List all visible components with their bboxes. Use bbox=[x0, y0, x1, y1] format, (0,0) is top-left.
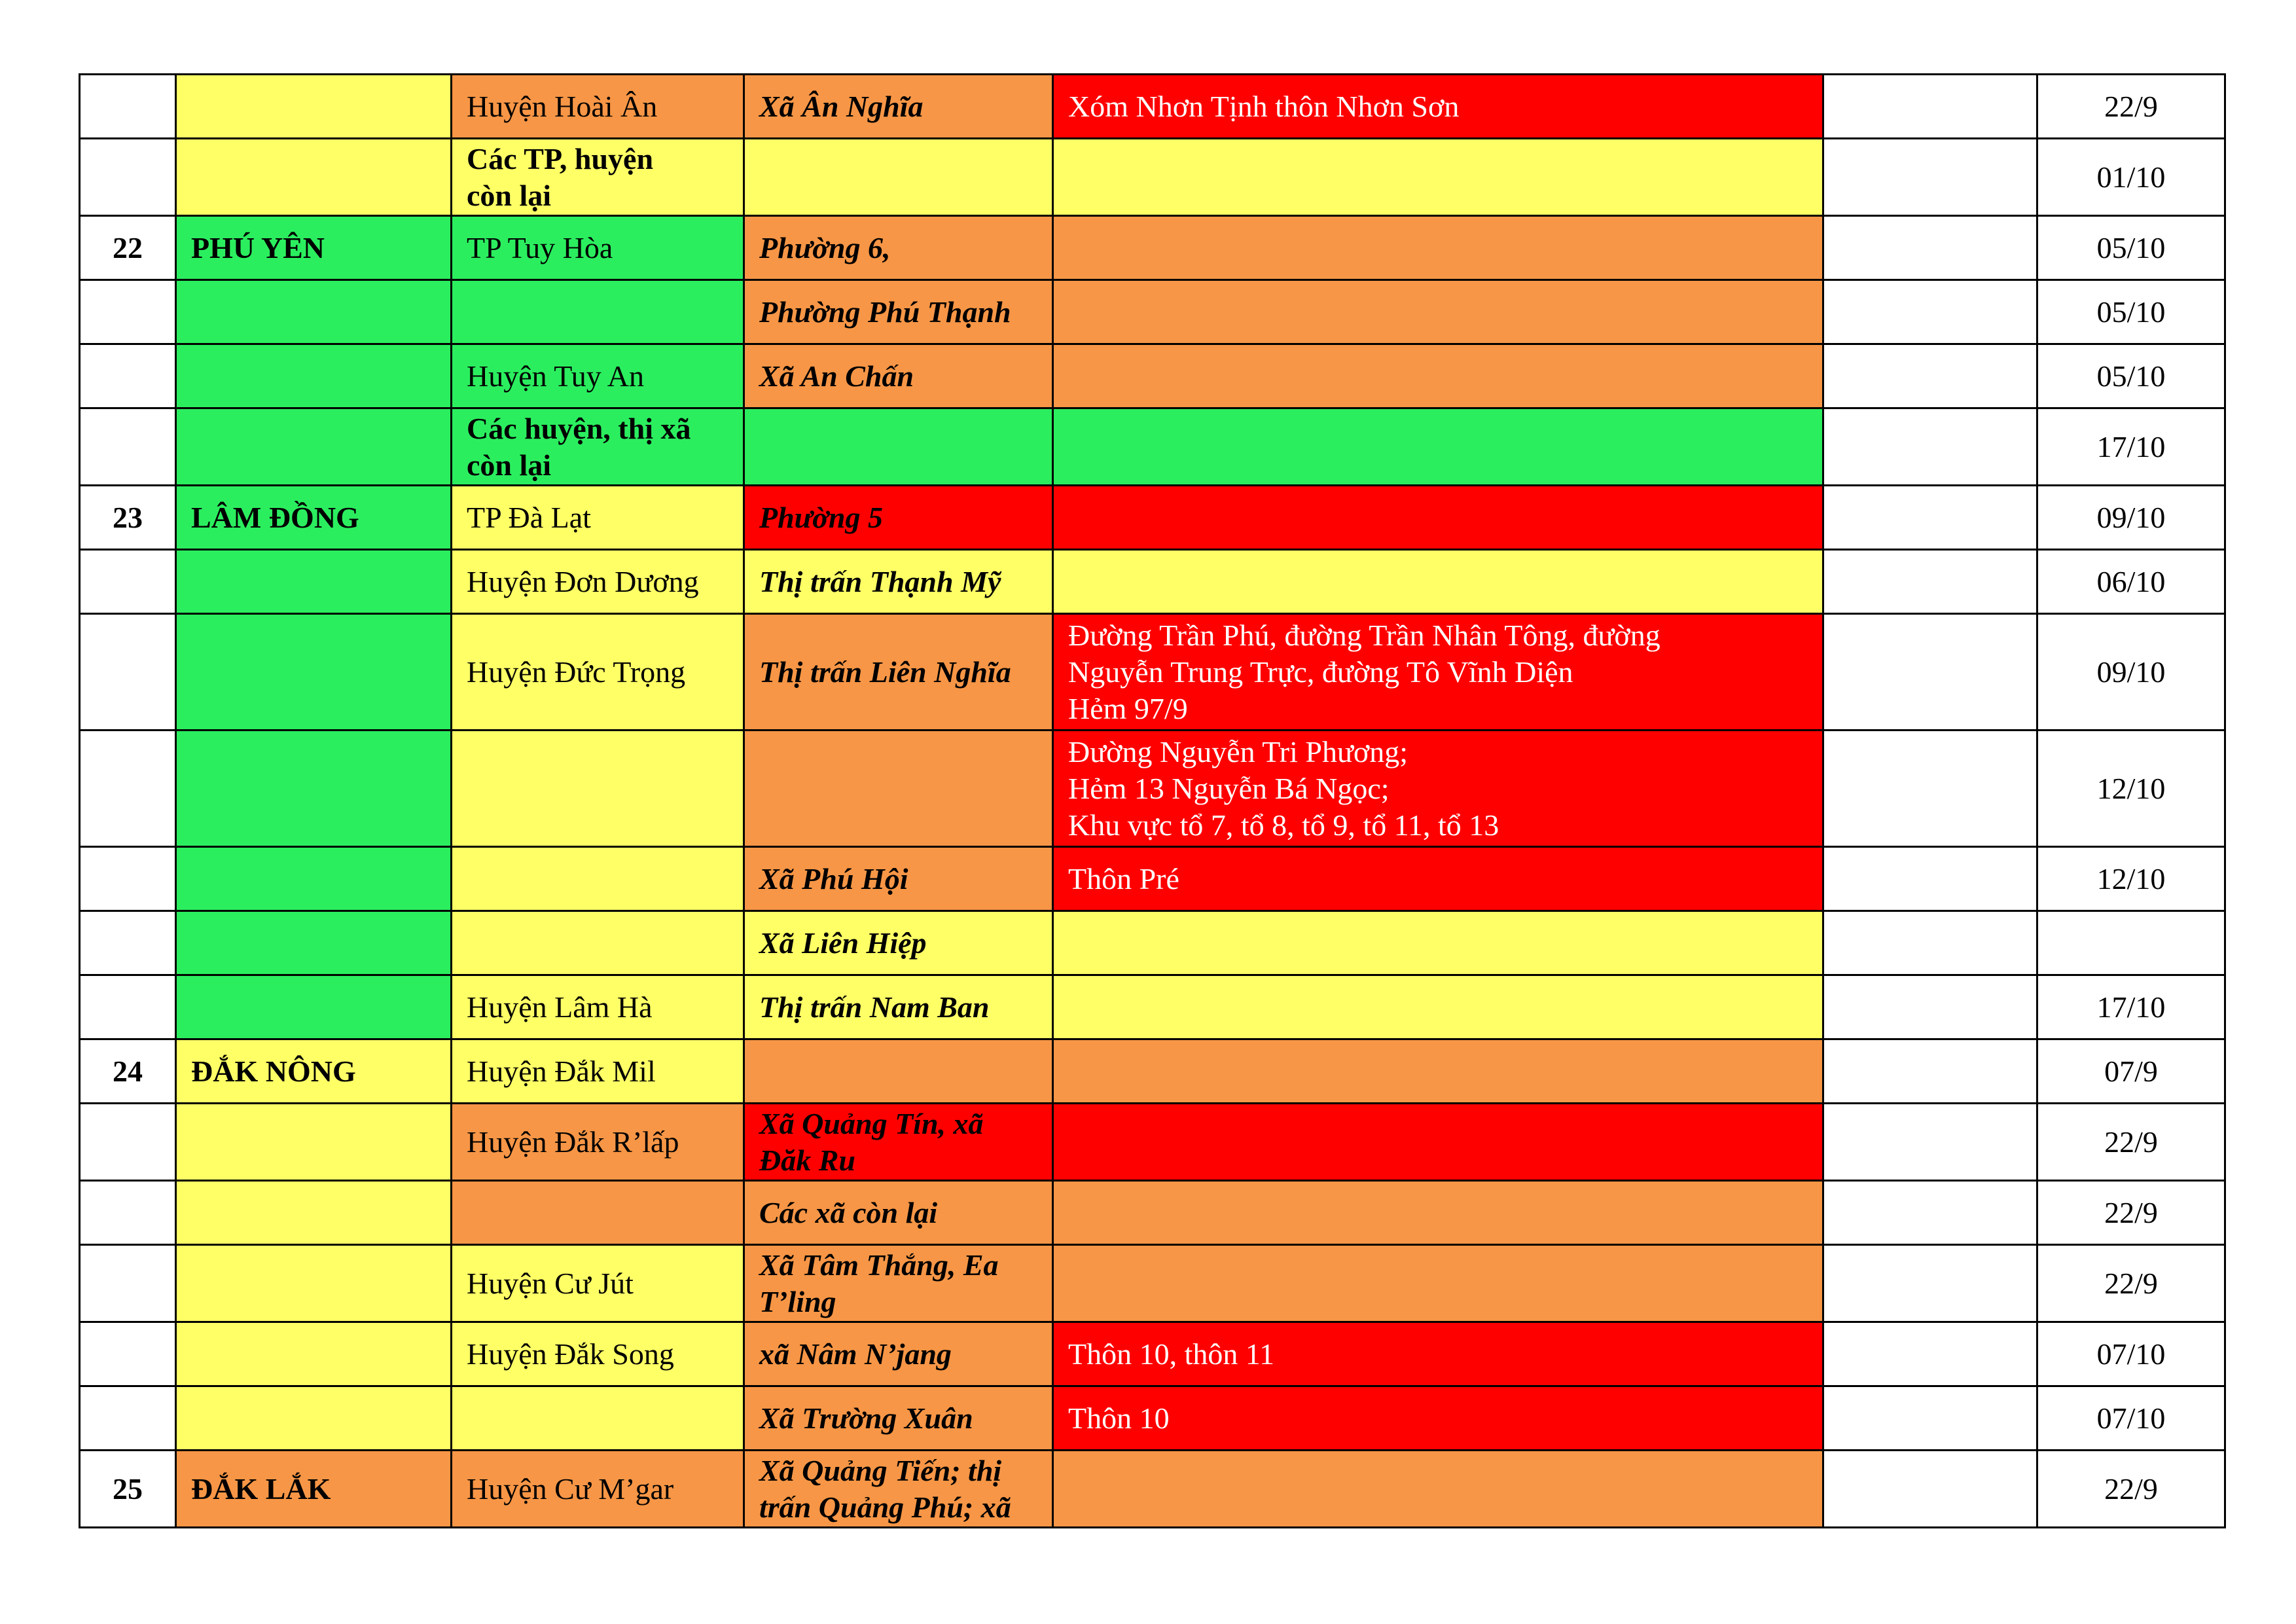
table-row bbox=[80, 1245, 2225, 1322]
date-cell: 17/10 bbox=[2037, 408, 2225, 486]
table-row bbox=[80, 847, 2225, 911]
empty-cell bbox=[1823, 911, 2037, 975]
row-number bbox=[80, 731, 176, 847]
date-cell: 22/9 bbox=[2037, 1451, 2225, 1528]
row-number bbox=[80, 1245, 176, 1322]
row-number bbox=[80, 344, 176, 408]
commune-cell bbox=[744, 1451, 1053, 1528]
date-cell: 22/9 bbox=[2037, 1181, 2225, 1245]
row-number: 24 bbox=[80, 1039, 176, 1104]
district-cell bbox=[452, 408, 744, 486]
date-cell: 07/10 bbox=[2037, 1386, 2225, 1451]
row-number bbox=[80, 280, 176, 344]
row-number: 23 bbox=[80, 486, 176, 550]
table-row bbox=[80, 1181, 2225, 1245]
district-cell: TP Tuy Hòa bbox=[452, 216, 744, 280]
commune-cell: Phường 5 bbox=[744, 486, 1053, 550]
commune-cell-line: trấn Quảng Phú; xã bbox=[759, 1490, 1011, 1524]
empty-cell bbox=[1823, 75, 2037, 139]
empty-cell bbox=[1823, 1039, 2037, 1104]
empty-cell bbox=[1823, 344, 2037, 408]
detail-cell bbox=[1053, 911, 1823, 975]
detail-cell bbox=[1053, 1386, 1823, 1451]
row-number bbox=[80, 1104, 176, 1181]
detail-cell bbox=[1053, 486, 1823, 550]
province-cell bbox=[176, 911, 452, 975]
date-cell: 22/9 bbox=[2037, 1245, 2225, 1322]
province-cell bbox=[176, 408, 452, 486]
row-number: 25 bbox=[80, 1451, 176, 1528]
province-cell bbox=[176, 847, 452, 911]
commune-cell: Thị trấn Nam Ban bbox=[744, 975, 1053, 1039]
detail-cell bbox=[1053, 344, 1823, 408]
commune-cell: Thị trấn Thạnh Mỹ bbox=[744, 550, 1053, 614]
commune-cell: Các xã còn lại bbox=[744, 1181, 1053, 1245]
commune-cell: xã Nâm N’jang bbox=[744, 1322, 1053, 1386]
district-cell-line: Các TP, huyện bbox=[467, 141, 654, 175]
empty-cell bbox=[1823, 486, 2037, 550]
table-row bbox=[80, 1104, 2225, 1181]
row-number bbox=[80, 975, 176, 1039]
table-row bbox=[80, 550, 2225, 614]
district-cell bbox=[452, 1386, 744, 1451]
table-row bbox=[80, 408, 2225, 486]
table-row bbox=[80, 731, 2225, 847]
province-cell bbox=[176, 1104, 452, 1181]
district-cell: Huyện Tuy An bbox=[452, 344, 744, 408]
district-cell-line: còn lại bbox=[467, 448, 552, 482]
empty-cell bbox=[1823, 139, 2037, 216]
detail-line: Thôn 10, thôn 11 bbox=[1068, 1337, 1275, 1371]
province-cell: PHÚ YÊN bbox=[176, 216, 452, 280]
district-cell bbox=[452, 847, 744, 911]
commune-cell-line: T’ling bbox=[759, 1284, 836, 1318]
table-row bbox=[80, 139, 2225, 216]
table-row bbox=[80, 486, 2225, 550]
detail-cell bbox=[1053, 75, 1823, 139]
province-cell bbox=[176, 731, 452, 847]
table-row bbox=[80, 1322, 2225, 1386]
province-cell bbox=[176, 75, 452, 139]
empty-cell bbox=[1823, 1104, 2037, 1181]
detail-cell bbox=[1053, 847, 1823, 911]
detail-cell bbox=[1053, 550, 1823, 614]
row-number bbox=[80, 1181, 176, 1245]
date-cell: 12/10 bbox=[2037, 847, 2225, 911]
table-row bbox=[80, 1386, 2225, 1451]
detail-cell bbox=[1053, 408, 1823, 486]
commune-cell bbox=[744, 1104, 1053, 1181]
commune-cell bbox=[744, 408, 1053, 486]
row-number bbox=[80, 1386, 176, 1451]
empty-cell bbox=[1823, 614, 2037, 731]
row-number bbox=[80, 614, 176, 731]
table-row bbox=[80, 911, 2225, 975]
detail-cell bbox=[1053, 1039, 1823, 1104]
regional-status-table bbox=[79, 73, 2226, 1528]
date-cell: 09/10 bbox=[2037, 614, 2225, 731]
province-cell: LÂM ĐỒNG bbox=[176, 486, 452, 550]
detail-cell bbox=[1053, 1322, 1823, 1386]
row-number bbox=[80, 550, 176, 614]
detail-cell bbox=[1053, 1104, 1823, 1181]
table-row bbox=[80, 1451, 2225, 1528]
commune-cell bbox=[744, 731, 1053, 847]
district-cell: Huyện Đắk Song bbox=[452, 1322, 744, 1386]
empty-cell bbox=[1823, 731, 2037, 847]
detail-cell bbox=[1053, 731, 1823, 847]
commune-cell-line: Xã Quảng Tiến; thị bbox=[759, 1453, 1002, 1487]
row-number bbox=[80, 847, 176, 911]
detail-line: Hẻm 13 Nguyễn Bá Ngọc; bbox=[1068, 771, 1390, 805]
commune-cell: Xã Phú Hội bbox=[744, 847, 1053, 911]
row-number bbox=[80, 911, 176, 975]
district-cell: Huyện Đức Trọng bbox=[452, 614, 744, 731]
empty-cell bbox=[1823, 975, 2037, 1039]
table-row bbox=[80, 1039, 2225, 1104]
detail-line: Nguyễn Trung Trực, đường Tô Vĩnh Diện bbox=[1068, 655, 1573, 689]
commune-cell-line: Xã Quảng Tín, xã bbox=[759, 1106, 984, 1140]
district-cell bbox=[452, 911, 744, 975]
district-cell: Huyện Đắk R’lấp bbox=[452, 1104, 744, 1181]
commune-cell-line: Xã Tâm Thắng, Ea bbox=[759, 1248, 999, 1282]
empty-cell bbox=[1823, 847, 2037, 911]
commune-cell: Xã Trường Xuân bbox=[744, 1386, 1053, 1451]
province-cell: ĐẮK NÔNG bbox=[176, 1039, 452, 1104]
province-cell bbox=[176, 139, 452, 216]
district-cell: Huyện Cư M’gar bbox=[452, 1451, 744, 1528]
province-cell bbox=[176, 280, 452, 344]
date-cell bbox=[2037, 911, 2225, 975]
commune-cell: Phường 6, bbox=[744, 216, 1053, 280]
date-cell: 05/10 bbox=[2037, 280, 2225, 344]
commune-cell: Xã An Chấn bbox=[744, 344, 1053, 408]
commune-cell bbox=[744, 139, 1053, 216]
province-cell bbox=[176, 1386, 452, 1451]
date-cell: 17/10 bbox=[2037, 975, 2225, 1039]
detail-cell bbox=[1053, 139, 1823, 216]
commune-cell: Phường Phú Thạnh bbox=[744, 280, 1053, 344]
date-cell: 09/10 bbox=[2037, 486, 2225, 550]
detail-line: Thôn Pré bbox=[1068, 861, 1179, 895]
district-cell: Huyện Lâm Hà bbox=[452, 975, 744, 1039]
table-row bbox=[80, 280, 2225, 344]
row-number bbox=[80, 1322, 176, 1386]
commune-cell: Xã Liên Hiệp bbox=[744, 911, 1053, 975]
district-cell-line: Các huyện, thị xã bbox=[467, 411, 691, 445]
detail-line: Hẻm 97/9 bbox=[1068, 691, 1188, 725]
empty-cell bbox=[1823, 216, 2037, 280]
table-row bbox=[80, 216, 2225, 280]
province-cell bbox=[176, 1245, 452, 1322]
empty-cell bbox=[1823, 1451, 2037, 1528]
district-cell: TP Đà Lạt bbox=[452, 486, 744, 550]
row-number: 22 bbox=[80, 216, 176, 280]
table-row bbox=[80, 75, 2225, 139]
district-cell: Huyện Hoài Ân bbox=[452, 75, 744, 139]
row-number bbox=[80, 408, 176, 486]
date-cell: 06/10 bbox=[2037, 550, 2225, 614]
table-body bbox=[80, 75, 2225, 1528]
detail-cell bbox=[1053, 1181, 1823, 1245]
district-cell-line: còn lại bbox=[467, 178, 552, 212]
province-cell bbox=[176, 1181, 452, 1245]
date-cell: 05/10 bbox=[2037, 344, 2225, 408]
date-cell: 07/9 bbox=[2037, 1039, 2225, 1104]
detail-line: Đường Nguyễn Tri Phương; bbox=[1068, 734, 1408, 768]
district-cell bbox=[452, 139, 744, 216]
date-cell: 22/9 bbox=[2037, 1104, 2225, 1181]
commune-cell bbox=[744, 1039, 1053, 1104]
district-cell: Huyện Cư Jút bbox=[452, 1245, 744, 1322]
province-cell bbox=[176, 344, 452, 408]
detail-line: Thôn 10 bbox=[1068, 1401, 1170, 1435]
date-cell: 22/9 bbox=[2037, 75, 2225, 139]
row-number bbox=[80, 75, 176, 139]
province-cell bbox=[176, 1322, 452, 1386]
detail-cell bbox=[1053, 1451, 1823, 1528]
empty-cell bbox=[1823, 1386, 2037, 1451]
province-cell: ĐẮK LẮK bbox=[176, 1451, 452, 1528]
province-cell bbox=[176, 614, 452, 731]
detail-cell bbox=[1053, 1245, 1823, 1322]
district-cell bbox=[452, 731, 744, 847]
district-cell bbox=[452, 1181, 744, 1245]
empty-cell bbox=[1823, 1322, 2037, 1386]
date-cell: 12/10 bbox=[2037, 731, 2225, 847]
detail-line: Đường Trần Phú, đường Trần Nhân Tông, đường bbox=[1068, 618, 1660, 652]
province-cell bbox=[176, 975, 452, 1039]
table-row bbox=[80, 344, 2225, 408]
table-row bbox=[80, 975, 2225, 1039]
district-cell: Huyện Đắk Mil bbox=[452, 1039, 744, 1104]
empty-cell bbox=[1823, 1181, 2037, 1245]
province-cell bbox=[176, 550, 452, 614]
row-number bbox=[80, 139, 176, 216]
empty-cell bbox=[1823, 1245, 2037, 1322]
commune-cell bbox=[744, 1245, 1053, 1322]
detail-cell bbox=[1053, 280, 1823, 344]
empty-cell bbox=[1823, 550, 2037, 614]
empty-cell bbox=[1823, 280, 2037, 344]
date-cell: 07/10 bbox=[2037, 1322, 2225, 1386]
detail-cell bbox=[1053, 216, 1823, 280]
district-cell bbox=[452, 280, 744, 344]
commune-cell-line: Đăk Ru bbox=[759, 1143, 855, 1177]
detail-cell bbox=[1053, 614, 1823, 731]
table-row bbox=[80, 614, 2225, 731]
commune-cell: Xã Ân Nghĩa bbox=[744, 75, 1053, 139]
date-cell: 05/10 bbox=[2037, 216, 2225, 280]
date-cell: 01/10 bbox=[2037, 139, 2225, 216]
detail-line: Khu vực tổ 7, tổ 8, tổ 9, tổ 11, tổ 13 bbox=[1068, 808, 1499, 842]
empty-cell bbox=[1823, 408, 2037, 486]
detail-line: Xóm Nhơn Tịnh thôn Nhơn Sơn bbox=[1068, 89, 1460, 123]
detail-cell bbox=[1053, 975, 1823, 1039]
commune-cell: Thị trấn Liên Nghĩa bbox=[744, 614, 1053, 731]
district-cell: Huyện Đơn Dương bbox=[452, 550, 744, 614]
